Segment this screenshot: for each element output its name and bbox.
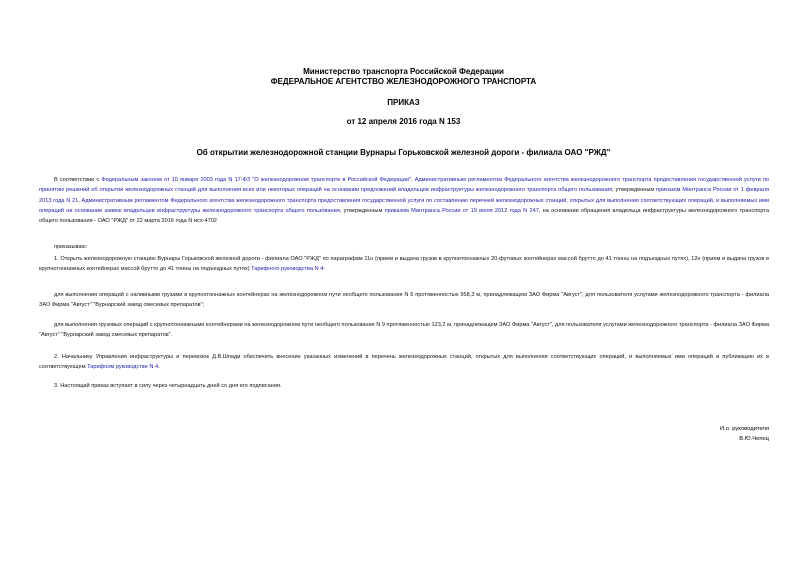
agency-name: ФЕДЕРАЛЬНОЕ АГЕНТСТВО ЖЕЛЕЗНОДОРОЖНОГО ТРАНСПОРТА [270,77,537,86]
signature-name: В.Ю.Чепец [739,436,769,442]
preamble-text: , [78,197,82,204]
preamble-text: , утвержденным [339,207,385,214]
item-2-tail: . [158,364,160,371]
order-word: приказываю: [54,244,88,250]
tariff-guide-link[interactable]: Тарифного руководства N 4 [251,266,324,273]
preamble-text: , на основании обращения владельца инфраструктуры железнодорожного транспорта общего пользования - ОАО "РЖД" от 22 марта 2016 года N исх-4702 [39,207,769,225]
doc-date: от 12 апреля 2016 года N 153 [346,117,461,126]
tariff-guide-link-2[interactable]: Тарифном руководстве N 4 [87,364,159,371]
doc-title: Об открытии железнодорожной станции Вурнары Горьковской железной дороги - филиала ОАО "РЖД" [196,148,611,157]
item-2 [39,352,769,373]
regulation-link-2[interactable]: Административным регламентом Федерального агентства железнодорожного транспорта предоставления государственной услуги по составлению перечней железнодорожных станций, открытых для выполнения соответствующих операций, и выполняемых ими операций на основании заявок владельцев инфраструктуры железнодорожного транспорта общего пользования [39,197,769,214]
sub-item-b: для выполнения грузовых операций с крупнотоннажными контейнерами на железнодорожном пути необщего пользования N 9 протяженностью 123,2 м, принадлежащем ЗАО Фирма "Август", для пользователя услугами железнодорожного транспорта - филиала ЗАО Фирма "Август" "Вурнарский завод смесевых препаратов". [39,322,769,339]
order-21-link[interactable]: приказом Минтранса России от 1 февраля 2013 года N 21 [39,187,769,204]
preamble-text: , утвержденным [612,187,657,194]
sub-item-a: для выполнения операций с наливными грузами в крупнотоннажных контейнерах на железнодорожном пути необщего пользования N 6 протяженностью 958,3 м, принадлежащем ЗАО Фирма "Август", для пользователя услугами железнодорожного транспорта - филиала ЗАО Фирма "Август" "Вурнарский завод смесевых препаратов"; [39,292,769,309]
signature-position: И.о. руководителя [720,426,769,432]
preamble-text: В соответствии с [54,177,102,183]
federal-law-link[interactable]: Федеральным законом от 10 января 2003 года N 17-ФЗ "О железнодорожном транспорте в Российской Федерации" [101,177,411,183]
order-247-link[interactable]: приказом Минтранса России от 19 июля 2012 года N 247 [384,207,539,214]
preamble-text: , [410,177,415,183]
ministry-name: Министерство транспорта Российской Федерации [303,67,504,76]
preamble [39,175,769,226]
item-3: 3. Настоящий приказ вступает в силу через четырнадцать дней со дня его подписания. [54,383,282,389]
item-2-text: 2. Начальнику Управления инфраструктуры и перевозок Д.В.Шпади обеспечить внесение указанных изменений в перечень железнодорожных станций, открытых для выполнения соответствующих операций, и выполняемых ими операций и публикацию их в соответствующем [39,354,769,371]
item-1 [39,254,769,275]
item-1-text: 1. Открыть железнодорожную станцию Вурнары Горьковской железной дороги - филиала ОАО "РЖД" по параграфам 11н (прием и выдача грузов в крупнотоннажных 20-футовых контейнерах массой брутто до 41 тонны на подъездных путях), 12н (прием и выдача грузов в крупнотоннажных контейнерах массой брутто до 41 тонны на подъездных путях) [39,256,769,273]
doc-type: ПРИКАЗ [387,98,420,107]
regulation-link-1[interactable]: Административным регламентом Федерального агентства железнодорожного транспорта предоставления государственной услуги по принятию решений об открытии железнодорожных станций для выполнения всех или некоторых операций на основании предложений владельцев инфраструктуры железнодорожного транспорта общего пользования [39,177,770,194]
item-1-tail: : [323,266,325,273]
